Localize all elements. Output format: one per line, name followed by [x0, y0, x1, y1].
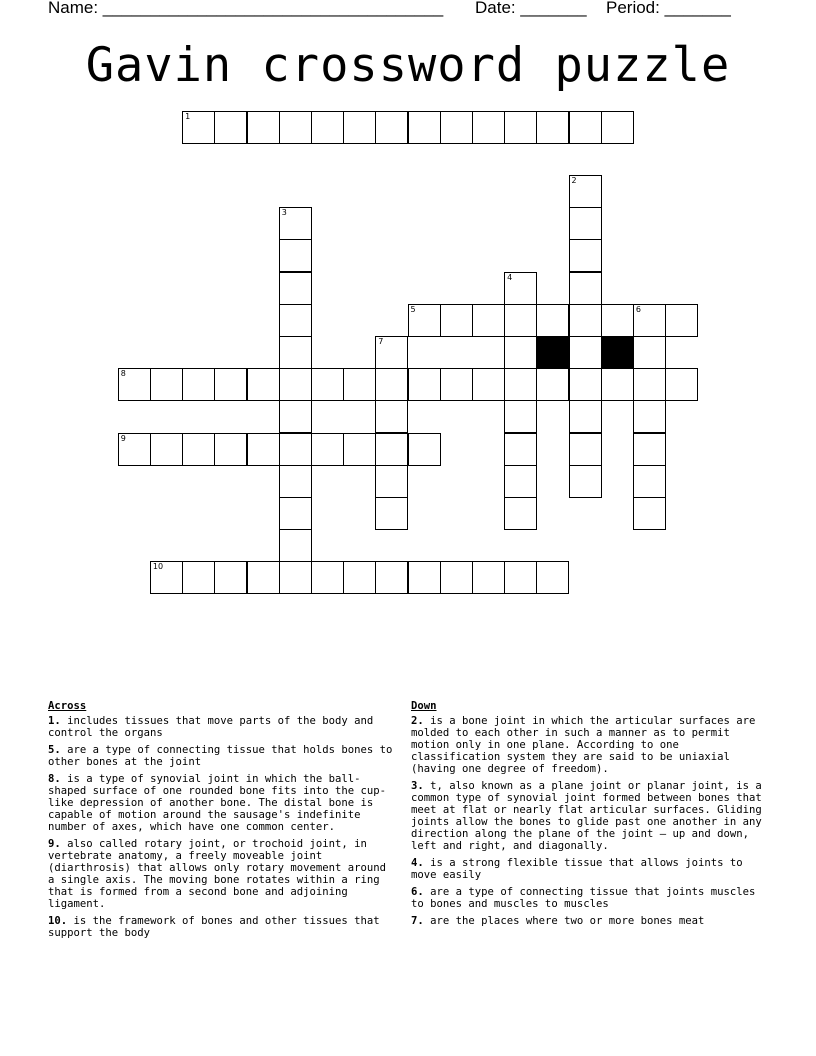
across-heading: Across [48, 700, 87, 712]
grid-cell[interactable] [311, 433, 344, 466]
clue-number: 7 [378, 336, 384, 346]
grid-cell[interactable] [569, 304, 602, 337]
date-field[interactable]: Date: _______ [475, 0, 587, 17]
grid-cell[interactable] [214, 111, 247, 144]
grid-cell[interactable] [504, 336, 537, 369]
grid-cell[interactable] [182, 561, 215, 594]
clue-across-8: 8. is a type of synovial joint in which the ball-shaped surface of one rounded bone fits into the cup-like depression of another bone. The distal bone is capable of motion around the sausage's indefinite number of axes, which have one common center. [48, 773, 387, 833]
grid-cell[interactable] [536, 304, 569, 337]
grid-cell[interactable] [440, 561, 473, 594]
clue-number: 1 [185, 111, 191, 121]
grid-cell[interactable] [569, 207, 602, 240]
grid-cell[interactable] [536, 561, 569, 594]
grid-cell[interactable] [375, 433, 408, 466]
grid-cell[interactable] [279, 465, 312, 498]
grid-cell[interactable] [375, 400, 408, 433]
grid-cell[interactable] [408, 433, 441, 466]
grid-cell[interactable] [504, 433, 537, 466]
grid-cell[interactable] [343, 368, 376, 401]
grid-cell[interactable] [279, 111, 312, 144]
grid-cell[interactable] [504, 368, 537, 401]
grid-cell[interactable] [504, 111, 537, 144]
grid-cell[interactable] [569, 368, 602, 401]
clue-down-2: 2. is a bone joint in which the articular surfaces are molded to each other in such a manner as to permit motion only in one plane. According to one classification system they are said to be uniaxial (having one degree of freedom). [411, 715, 756, 775]
grid-cell[interactable] [247, 368, 280, 401]
grid-cell[interactable] [279, 433, 312, 466]
grid-cell[interactable] [279, 529, 312, 562]
clue-number: 5 [410, 304, 416, 314]
grid-cell[interactable] [633, 304, 666, 337]
grid-cell[interactable] [504, 304, 537, 337]
grid-cell[interactable] [408, 304, 441, 337]
grid-cell[interactable] [569, 336, 602, 369]
grid-cell[interactable] [311, 111, 344, 144]
grid-cell[interactable] [633, 497, 666, 530]
grid-cell[interactable] [279, 336, 312, 369]
grid-cell[interactable] [247, 433, 280, 466]
grid-cell[interactable] [633, 465, 666, 498]
grid-cell[interactable] [472, 111, 505, 144]
grid-cell[interactable] [150, 433, 183, 466]
clue-down-4: 4. is a strong flexible tissue that allows joints to move easily [411, 857, 743, 881]
clue-across-9: 9. also called rotary joint, or trochoid joint, in vertebrate anatomy, a freely moveable joint (diarthrosis) that allows only rotary movement around a single axis. The moving bone rotates within a ring that is formed from a second bone and adjoining ligament. [48, 838, 387, 910]
grid-cell[interactable] [279, 304, 312, 337]
grid-cell[interactable] [375, 497, 408, 530]
grid-cell[interactable] [279, 272, 312, 305]
grid-cell[interactable] [504, 561, 537, 594]
grid-cell[interactable] [569, 400, 602, 433]
grid-cell[interactable] [472, 368, 505, 401]
grid-cell[interactable] [504, 272, 537, 305]
clue-number: 8 [120, 369, 126, 379]
grid-cell[interactable] [633, 400, 666, 433]
grid-cell[interactable] [247, 111, 280, 144]
clue-number: 10 [152, 562, 164, 572]
clue-number: 3 [281, 208, 287, 218]
name-field[interactable]: Name: ____________________________________ [48, 0, 444, 17]
grid-cell[interactable] [214, 433, 247, 466]
grid-cell[interactable] [408, 368, 441, 401]
grid-cell[interactable] [440, 111, 473, 144]
grid-cell[interactable] [375, 111, 408, 144]
grid-cell[interactable] [182, 111, 215, 144]
grid-cell[interactable] [279, 561, 312, 594]
down-clues [411, 700, 771, 932]
grid-cell[interactable] [569, 175, 602, 208]
grid-cell[interactable] [601, 368, 634, 401]
grid-cell[interactable] [118, 368, 151, 401]
grid-cell[interactable] [569, 111, 602, 144]
across-clues [48, 700, 398, 944]
grid-cell[interactable] [569, 433, 602, 466]
grid-cell[interactable] [214, 368, 247, 401]
down-heading: Down [411, 700, 437, 712]
grid-cell[interactable] [408, 561, 441, 594]
grid-cell[interactable] [375, 561, 408, 594]
black-square [536, 336, 569, 369]
grid-cell[interactable] [665, 304, 698, 337]
black-square [601, 336, 634, 369]
grid-cell[interactable] [118, 433, 151, 466]
grid-cell[interactable] [343, 111, 376, 144]
period-field[interactable]: Period: _______ [606, 0, 731, 17]
grid-cell[interactable] [375, 368, 408, 401]
grid-cell[interactable] [536, 368, 569, 401]
grid-cell[interactable] [375, 336, 408, 369]
clue-number: 9 [120, 433, 126, 443]
grid-cell[interactable] [536, 111, 569, 144]
grid-cell[interactable] [440, 368, 473, 401]
grid-cell[interactable] [665, 368, 698, 401]
clue-down-7: 7. are the places where two or more bones meat [411, 915, 705, 927]
grid-cell[interactable] [182, 433, 215, 466]
grid-cell[interactable] [279, 239, 312, 272]
grid-cell[interactable] [633, 433, 666, 466]
clue-number: 4 [507, 272, 513, 282]
grid-cell[interactable] [633, 336, 666, 369]
grid-cell[interactable] [343, 561, 376, 594]
grid-cell[interactable] [150, 368, 183, 401]
grid-cell[interactable] [440, 304, 473, 337]
grid-cell[interactable] [279, 400, 312, 433]
clue-down-6: 6. are a type of connecting tissue that joints muscles to bones and muscles to muscles [411, 886, 756, 910]
grid-cell[interactable] [311, 368, 344, 401]
clue-across-1: 1. includes tissues that move parts of the body and control the organs [48, 715, 374, 739]
grid-cell[interactable] [279, 207, 312, 240]
grid-cell[interactable] [182, 368, 215, 401]
grid-cell[interactable] [601, 111, 634, 144]
grid-cell[interactable] [247, 561, 280, 594]
grid-cell[interactable] [408, 111, 441, 144]
grid-cell[interactable] [279, 497, 312, 530]
grid-cell[interactable] [343, 433, 376, 466]
clue-number: 2 [571, 175, 577, 185]
grid-cell[interactable] [633, 368, 666, 401]
grid-cell[interactable] [504, 465, 537, 498]
page-title: Gavin crossword puzzle [85, 38, 731, 93]
clue-across-10: 10. is the framework of bones and other tissues that support the body [48, 915, 380, 939]
grid-cell[interactable] [569, 272, 602, 305]
grid-cell[interactable] [569, 465, 602, 498]
grid-cell[interactable] [569, 239, 602, 272]
clue-down-3: 3. t, also known as a plane joint or planar joint, is a common type of synovial joint formed between bones that meet at flat or nearly flat articular surfaces. Gliding joints allow the bones to glide past one another in any direction along the plane of the joint — up and down, left and right, and diagonally. [411, 780, 762, 852]
grid-cell[interactable] [311, 561, 344, 594]
grid-cell[interactable] [279, 368, 312, 401]
grid-cell[interactable] [150, 561, 183, 594]
grid-cell[interactable] [472, 561, 505, 594]
grid-cell[interactable] [214, 561, 247, 594]
clue-number: 6 [635, 304, 641, 314]
grid-cell[interactable] [504, 400, 537, 433]
clue-across-5: 5. are a type of connecting tissue that holds bones to other bones at the joint [48, 744, 393, 768]
grid-cell[interactable] [375, 465, 408, 498]
grid-cell[interactable] [601, 304, 634, 337]
grid-cell[interactable] [472, 304, 505, 337]
grid-cell[interactable] [504, 497, 537, 530]
